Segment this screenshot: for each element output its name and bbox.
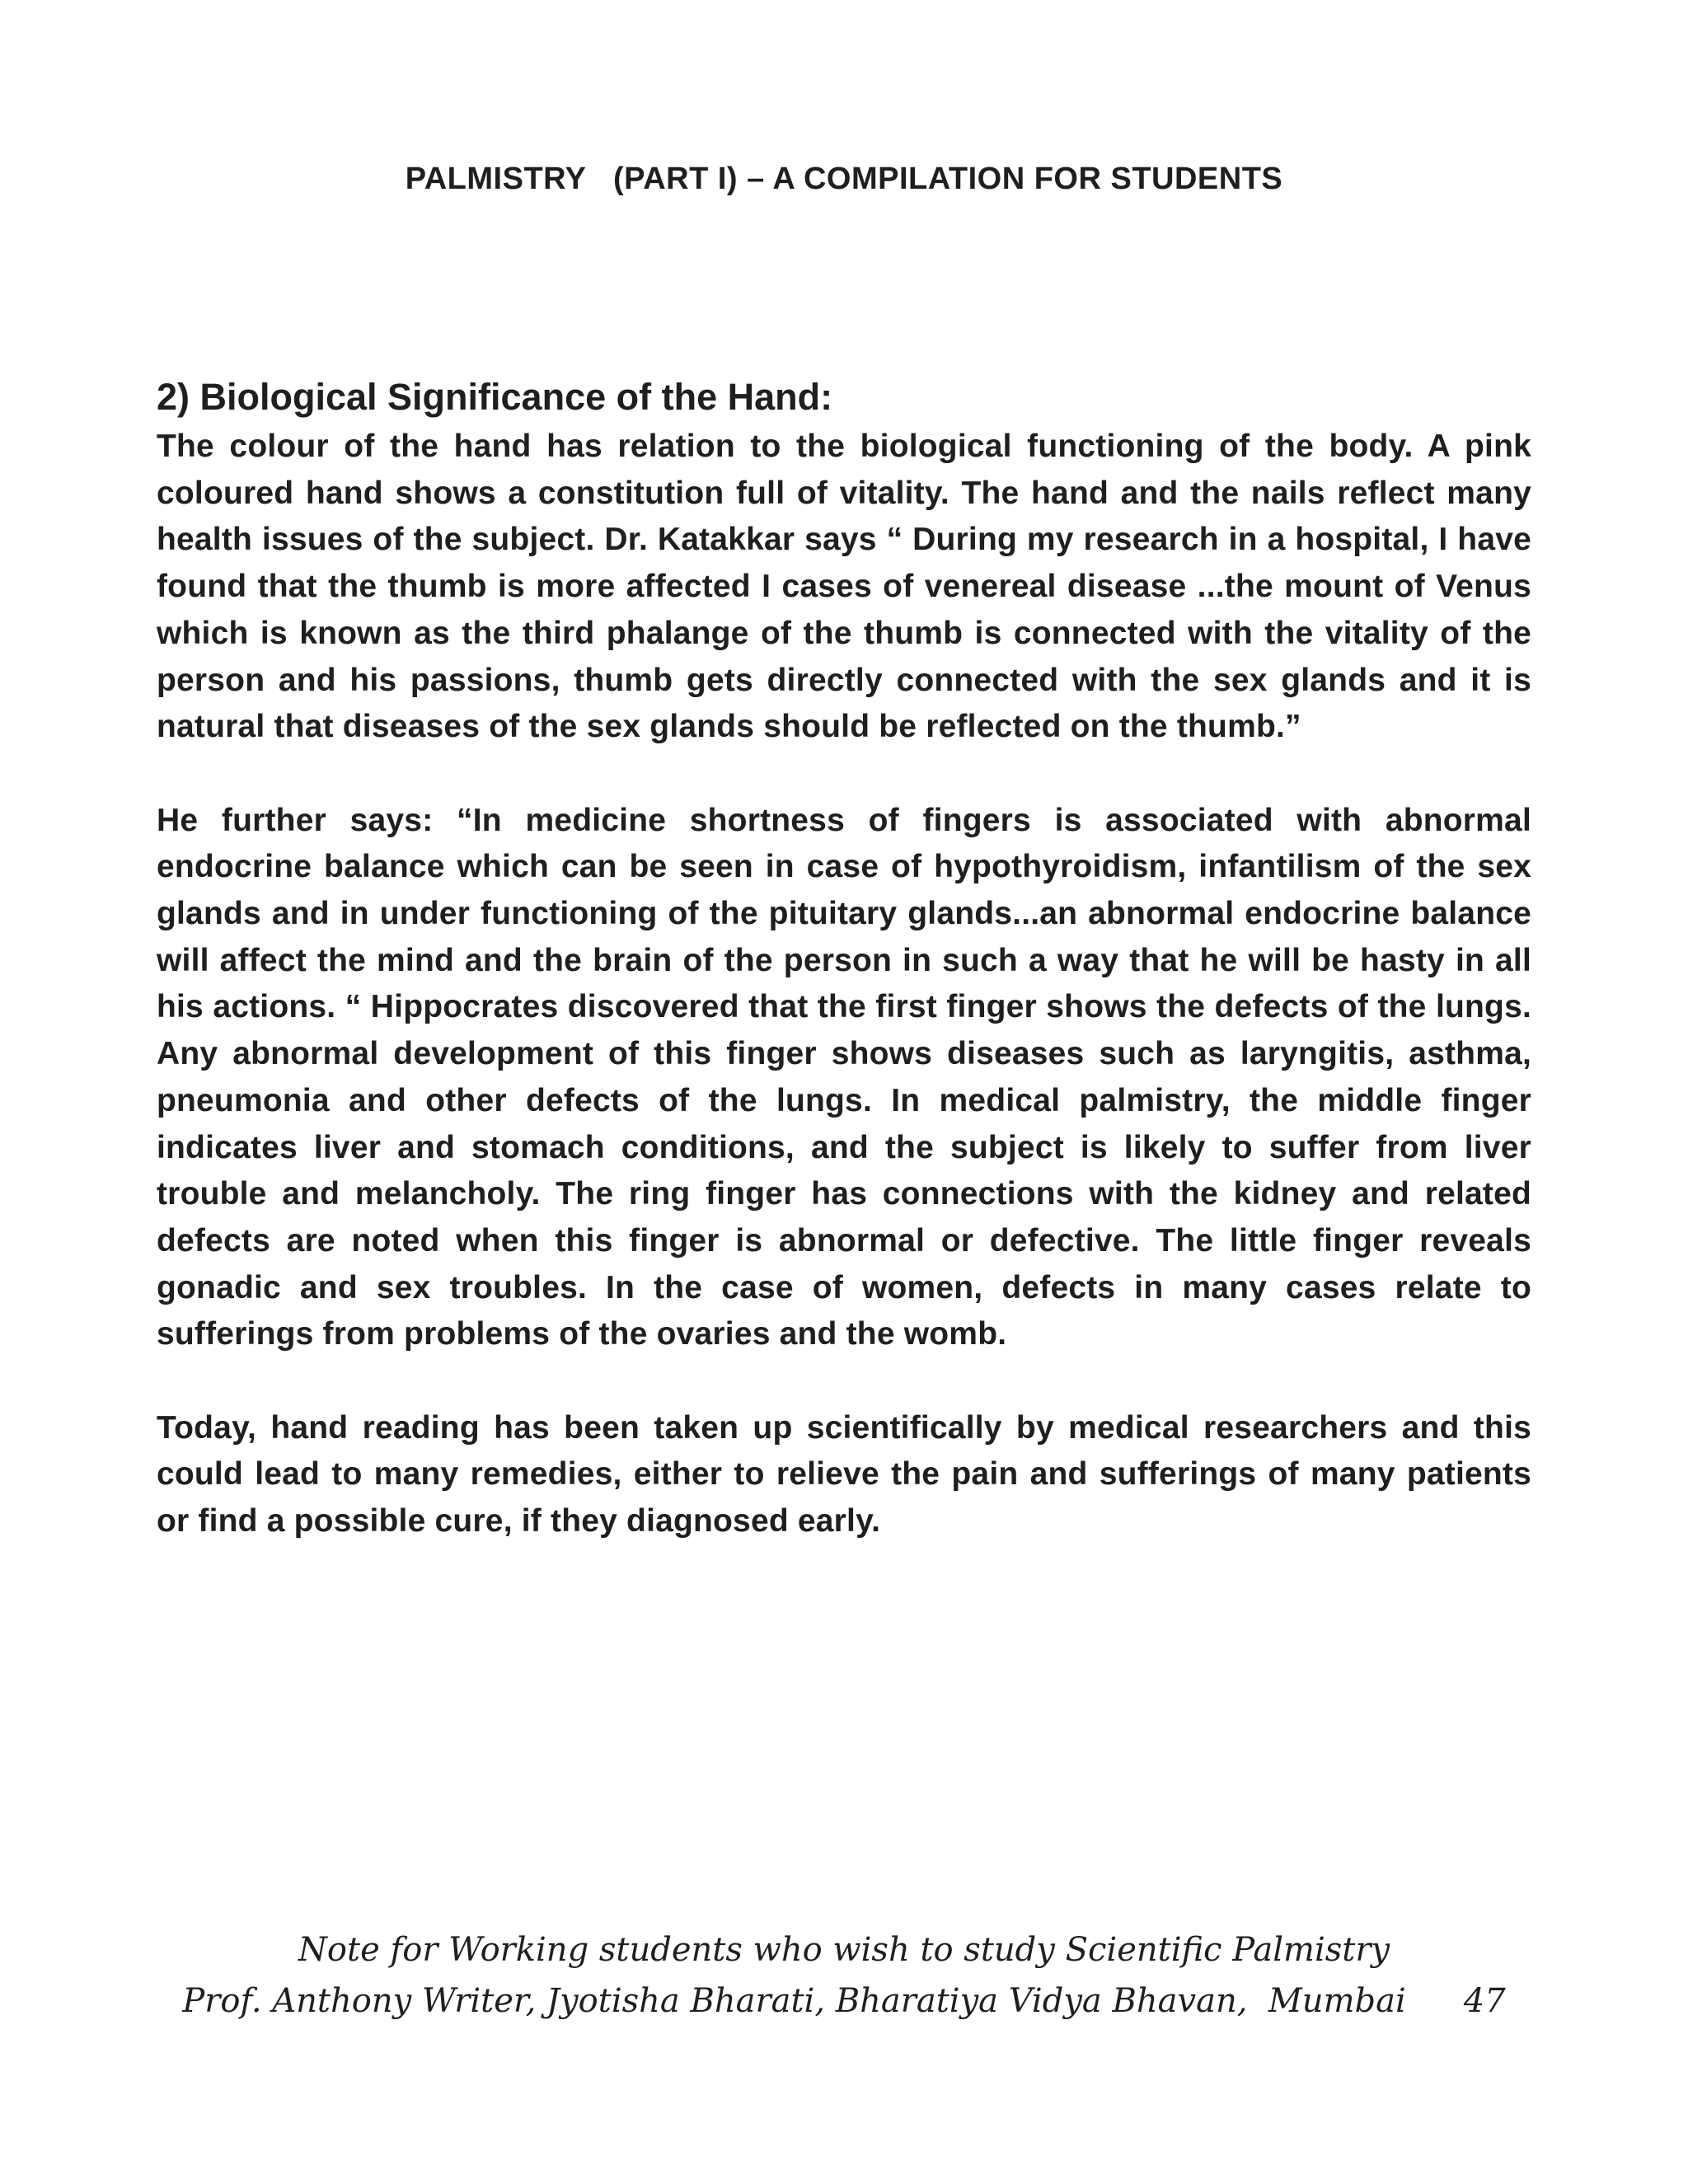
footer-author: Prof. Anthony Writer, Jyotisha Bharati, Bharatiya Vidya Bhavan, Mumbai xyxy=(182,1982,1406,2020)
paragraph-biological-colour: The colour of the hand has relation to the biological functioning of the body. A pink coloured hand shows a constitution full of vitality. The hand and the nails reflect many health issues of the subject. Dr. Katakkar says “ During my research in a hospital, I have found that the thumb is more affected I cases of venereal disease ...the mount of Venus which is known as the third phalange of the thumb is connected with the vitality of the person and his passions, thumb gets directly connected with the sex glands and it is natural that diseases of the sex glands should be reflected on the thumb.” xyxy=(157,429,1531,745)
footer-note: Note for Working students who wish to study Scientific Palmistry xyxy=(298,1931,1390,1969)
page-footer xyxy=(0,1924,1688,2027)
footer-author-line xyxy=(0,1975,1688,2027)
paragraph-hand-reading-today: Today, hand reading has been taken up scientifically by medical researchers and this could lead to many remedies, either to relieve the pain and sufferings of many patients or find a possible cure, if they diagnosed early. xyxy=(157,1409,1531,1540)
paragraph-fingers-medicine: He further says: “In medicine shortness of fingers is associated with abnormal endocrine balance which can be seen in case of hypothyroidism, infantilism of the sex glands and in under functioning of the pituitary glands...an abnormal endocrine balance will affect the mind and the brain of the person in such a way that he will be hasty in all his actions. “ Hippocrates discovered that the first finger shows the defects of the lungs. Any abnormal development of this finger shows diseases such as laryngitis, asthma, pneumonia and other defects of the lungs. In medical palmistry, the middle finger indicates liver and stomach conditions, and the subject is likely to suffer from liver trouble and melancholy. The ring finger has connections with the kidney and related defects are noted when this finger is abnormal or defective. The little finger reveals gonadic and sex troubles. In the case of women, defects in many cases relate to sufferings from problems of the ovaries and the womb. xyxy=(157,802,1531,1352)
page-number: 47 xyxy=(1463,1982,1506,2020)
main-content xyxy=(157,371,1531,1592)
page-header-title: PALMISTRY (PART I) – A COMPILATION FOR STUDENTS xyxy=(405,162,1283,196)
section-heading: 2) Biological Significance of the Hand: xyxy=(157,376,833,418)
